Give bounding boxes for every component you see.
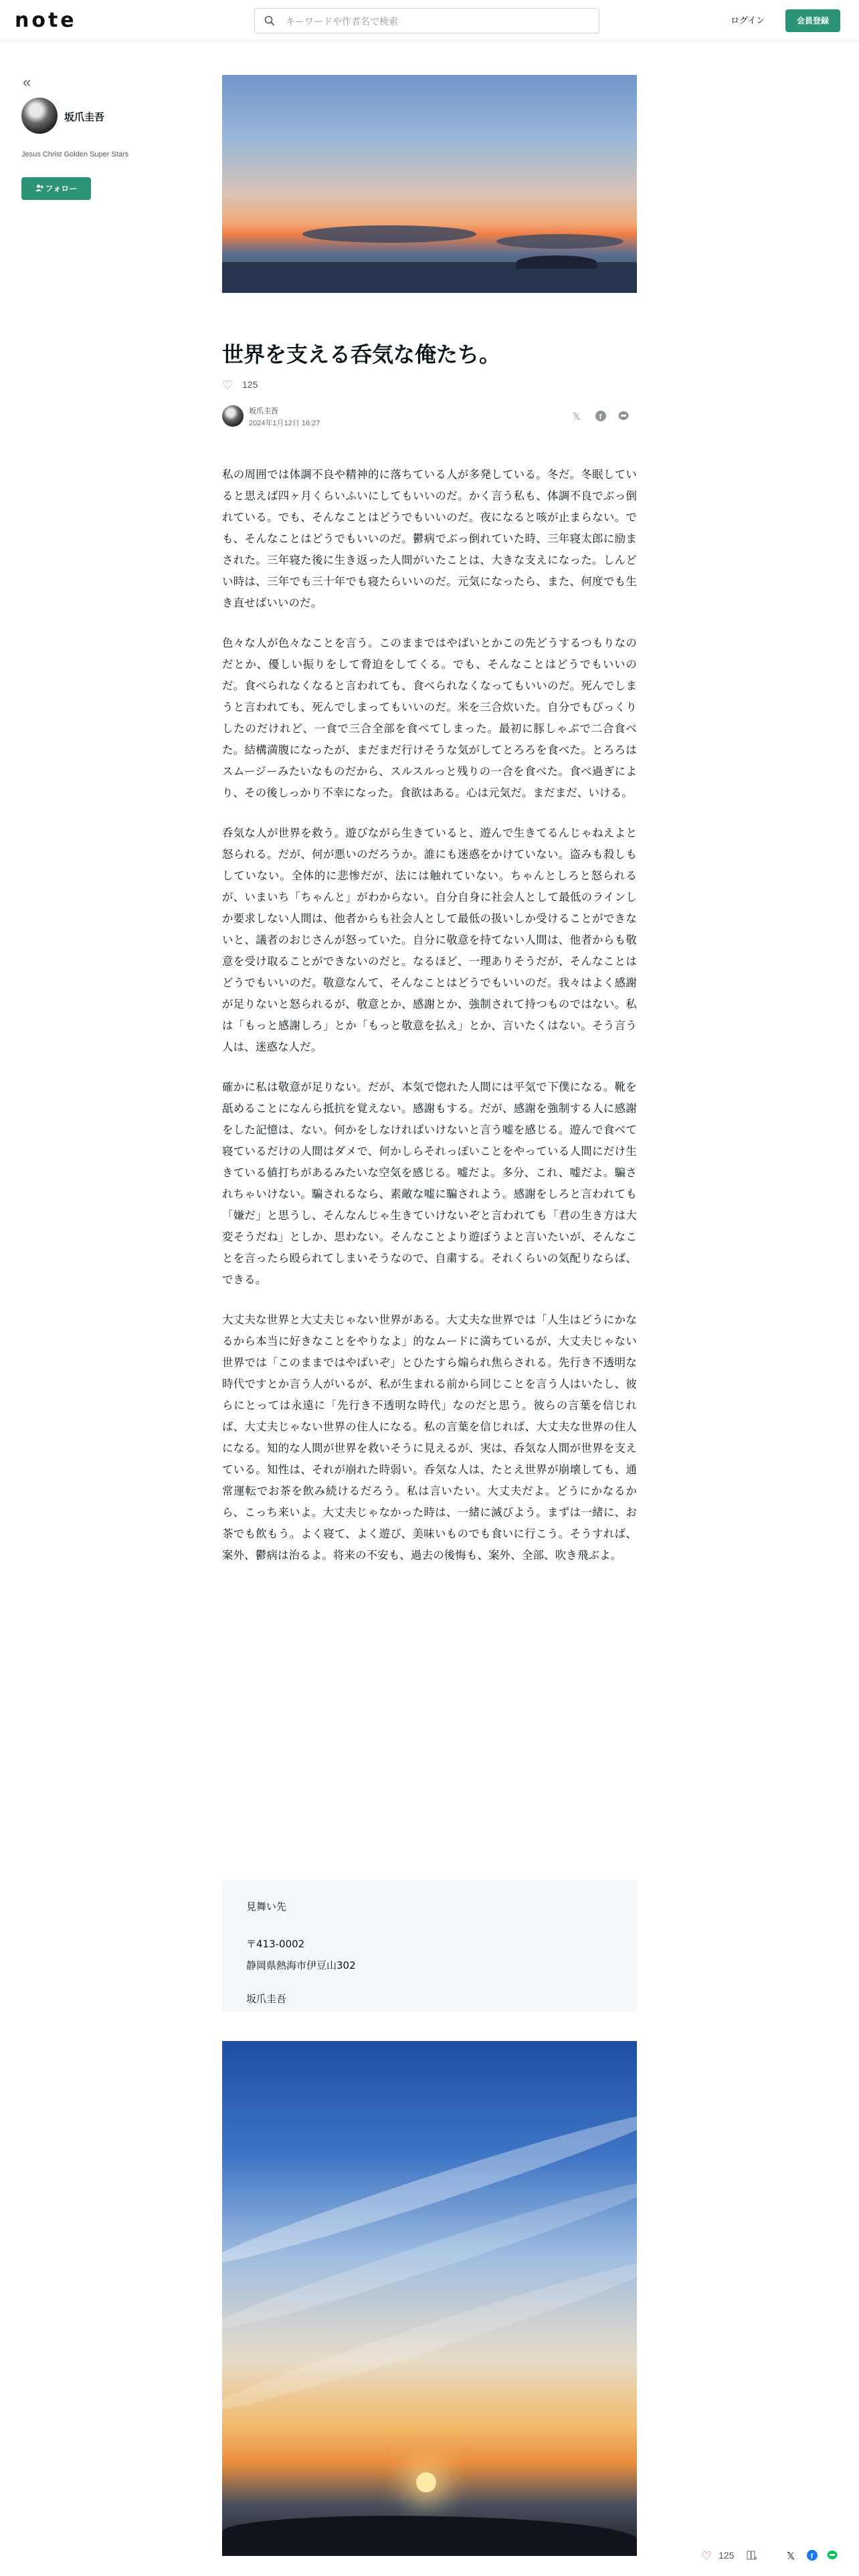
hero-image (222, 75, 637, 293)
like-counter[interactable] (222, 379, 258, 393)
paragraph: 色々な人が色々なことを言う。このままではやばいとかこの先どうするつもりなのだとか、優しい振りをして脅迫をしてくる。でも、そんなことはどうでもいいのだ。食べられなくなると言われても、食べられなくなってもいいのだ。死んでしまうと言われても、死んでしまってもいいのだ。米を三合炊いた。自分でもびっくりしたのだけれど、一食で三合全部を食べてしまった。最初に豚しゃぶで二合食べた。結構満腹になったが、まだまだ行けそうな気がしてとろろを食べた。とろろはスムージーみたいなものだから、スルスルっと残りの一合を食べた。食べ過ぎにより、その後しっかり不幸になった。食欲はある。心は元気だ。まだまだ、いける。 (222, 637, 637, 799)
collapse-sidebar-icon[interactable]: « (23, 74, 31, 90)
search-icon (264, 15, 275, 26)
magazine-add-icon[interactable] (747, 2550, 757, 2563)
author-avatar-small[interactable] (222, 405, 244, 427)
author-name[interactable]: 坂爪圭吾 (249, 407, 278, 415)
note-logo[interactable]: note (15, 9, 77, 32)
add-user-icon (35, 184, 43, 192)
street-address: 静岡県熱海市伊豆山302 (246, 1959, 356, 1971)
article-body (222, 464, 637, 1585)
like-count: 125 (242, 379, 258, 390)
floating-like-counter[interactable] (701, 2549, 735, 2563)
x-share-icon[interactable]: 𝕏 (573, 411, 581, 423)
paragraph: 呑気な人が世界を救う。遊びながら生きていると、遊んで生きてるんじゃねえよと怒られる。だが、何が悪いのだろうか。誰にも迷惑をかけていない。盗みも殺しもしていない。全体的に悲惨だが、法には触れていない。ちゃんとしろと怒られるが、いまいち「ちゃんと」がわからない。自分自身に社会人として最低のラインしか要求しない人間は、他者からも社会人として最低の扱いしか受けることができないと、議者のおじさんが怒っていた。自分に敬意を持てない人間は、他者からも敬意を受け取ることができないのだと。なるほど、一理ありそうだが、そんなことはどうでもいいのだ。敬意なんて、そんなことはどうでもいいのだ。我々はよく感謝が足りないと怒られるが、敬意とか、感謝とか、強制されて持つものではない。私は「もっと感謝しろ」とか「もっと敬意を払え」とか、言いたくはない。そう言う人は、迷惑な人だ。 (222, 827, 637, 1053)
author-avatar[interactable] (21, 98, 58, 134)
line-share-icon[interactable] (827, 2550, 838, 2563)
recipient-name: 坂爪圭吾 (246, 1993, 287, 2005)
facebook-share-icon[interactable] (595, 411, 606, 424)
x-share-icon[interactable]: 𝕏 (787, 2551, 795, 2562)
heart-icon[interactable]: ♡ (222, 379, 233, 392)
address-block (222, 1881, 637, 2012)
follow-label: フォロー (45, 184, 78, 193)
search-input[interactable] (284, 13, 581, 30)
line-share-icon[interactable] (618, 411, 629, 424)
paragraph: 私の周囲では体調不良や精神的に落ちている人が多発している。冬だ。冬眠していると思えば四ヶ月くらいふいにしてもいいのだ。かく言う私も、体調不良でぶっ倒れている。でも、そんなことはどうでもいいのだ。夜になると咳が止まらない。でも、そんなことはどうでもいいのだ。鬱病でぶっ倒れていた時、三年寝太郎に励まされた。三年寝た後に生き返った人間がいたことは、大きな支えになった。しんどい時は、三年でも三十年でも寝たらいいのだ。元気になったら、また、何度でも生き直せばいいのだ。 (222, 468, 637, 609)
svg-text:f: f (599, 413, 602, 421)
postal-code: 〒413-0002 (246, 1938, 305, 1950)
facebook-share-icon[interactable] (807, 2550, 818, 2563)
sunset-photo (222, 2041, 637, 2556)
login-link[interactable]: ログイン (731, 15, 765, 25)
paragraph: 確かに私は敬意が足りない。だが、本気で惚れた人間には平気で下僕になる。靴を舐めることになんら抵抗を覚えない。感謝もする。だが、感謝を強制する人に感謝をした記憶は、ない。何かをしなければいけないと言う嘘を感じる。遊んで食べて寝ているだけの人間はダメで、何かしらそれっぽいことをやっている人間にだけ生きている値打ちがあるみたいな空気を感じる。嘘だよ。多分、これ、嘘だよ。騙されちゃいけない。騙されるなら、素敵な嘘に騙されよう。感謝をしろと言われても「嫌だ」と思うし、そんなんじゃ生きていけないぞと言われても「君の生き方は大変そうだね」としか、思わない。そんなことより遊ぼうよと言いたいが、そんなことを言ったら殴られてしまいそうなので、自粛する。それくらいの気配りならば、できる。 (222, 1081, 637, 1286)
publish-date: 2024年1月12日 16:27 (249, 419, 320, 427)
follow-button[interactable] (21, 177, 91, 200)
article-title: 世界を支える呑気な俺たち。 (222, 342, 501, 366)
site-header (0, 0, 859, 41)
floating-like-count: 125 (719, 2550, 735, 2561)
svg-text:f: f (810, 2553, 814, 2561)
sidebar-author-bio: Jesus Christ Golden Super Stars (21, 150, 129, 158)
sidebar-author-name[interactable]: 坂爪圭吾 (64, 112, 105, 123)
search-box[interactable] (254, 8, 599, 33)
signup-button[interactable]: 会員登録 (785, 9, 840, 32)
paragraph: 大丈夫な世界と大丈夫じゃない世界がある。大丈夫な世界では「人生はどうにかなるから本当に好きなことをやりなよ」的なムードに満ちているが、大丈夫じゃない世界では「このままではやばいぞ」とひたすら煽られ焦らされる。先行き不透明な時代ですとか言う人がいるが、私が生まれる前から同じことを言う人はいたし、彼らにとっては永遠に「先行き不透明な時代」なのだと思う。彼らの言葉を信じれば、大丈夫じゃない世界の住人になる。私の言葉を信じれば、大丈夫な世界の住人になる。知的な人間が世界を救いそうに見えるが、実は、呑気な人間が世界を支えている。知性は、それが崩れた時弱い。呑気な人は、たとえ世界が崩壊しても、通常運転でお茶を飲み続けるだろう。私は言いたい。大丈夫だよ。どうにかなるから、こっち来いよ。大丈夫じゃなかった時は、一緒に滅びよう。まずは一緒に、お茶でも飲もう。よく寝て、よく遊び、美味いものでも食いに行こう。そうすれば、案外、鬱病は治るよ。将来の不安も、過去の後悔も、案外、全部、吹き飛ぶよ。 (222, 1313, 637, 1562)
address-heading: 見舞い先 (246, 1901, 287, 1913)
heart-icon[interactable]: ♡ (701, 2549, 712, 2563)
